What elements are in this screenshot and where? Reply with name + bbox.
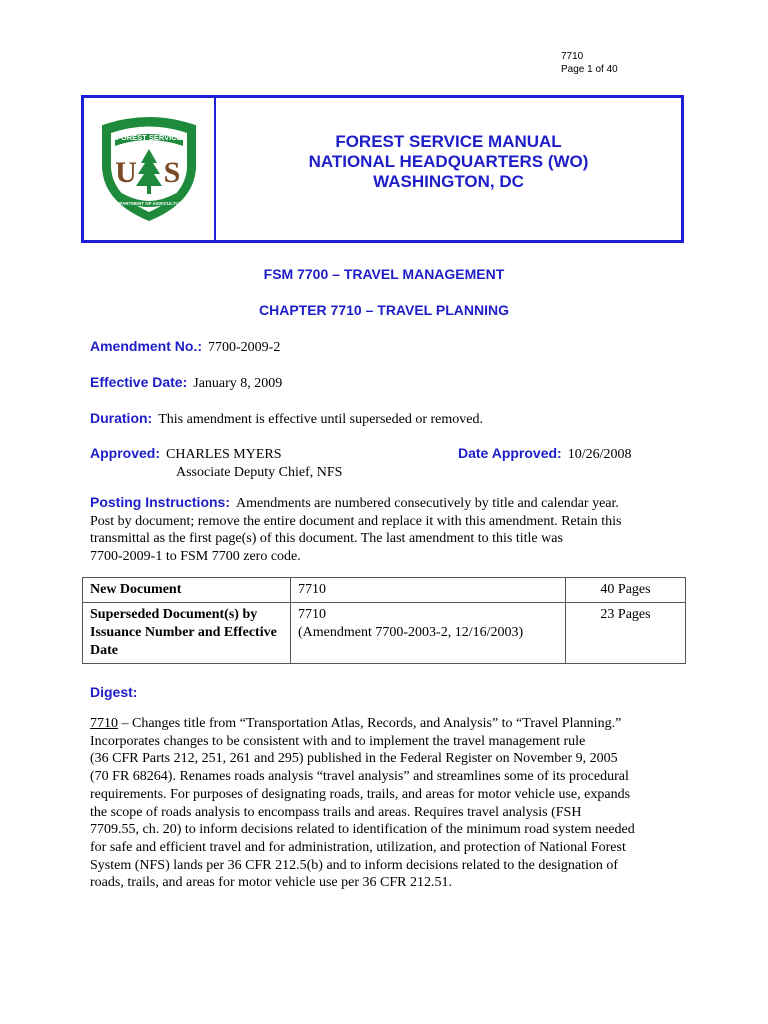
digest-line-9: System (NFS) lands per 36 CFR 212.5(b) and to inform decisions related to the designation of: [90, 857, 619, 873]
posting-instructions: [90, 494, 690, 565]
effective-date-value: January 8, 2009: [193, 376, 283, 391]
page-number: Page 1 of 40: [561, 64, 618, 75]
digest-line-3: (36 CFR Parts 212, 251, 261 and 295) published in the Federal Register on November 9, 2005: [90, 751, 618, 767]
header-title-line-3: WASHINGTON, DC: [373, 172, 524, 191]
posting-line-2: Post by document; remove the entire document and replace it with this amendment. Retain this: [90, 513, 622, 529]
doc-amendment: (Amendment 7700-2003-2, 12/16/2003): [298, 625, 524, 640]
doc-number: 7710: [298, 607, 326, 622]
header-title-line-2: NATIONAL HEADQUARTERS (WO): [308, 152, 589, 171]
digest-line-8: for safe and efficient travel and for administration, utilization, and protection of National Forest: [90, 839, 626, 855]
digest-line-2: Incorporates changes to be consistent with and to implement the travel management rule: [90, 733, 586, 749]
table-row: [83, 578, 686, 603]
header-title: [216, 98, 681, 240]
amendment-value: 7700-2009-2: [208, 340, 281, 355]
duration-label: Duration:: [90, 410, 153, 426]
document-table: [82, 577, 686, 664]
table-cell-label: Superseded Document(s) by Issuance Number and Effective Date: [83, 603, 291, 664]
table-row: [83, 603, 686, 664]
effective-date-field: [90, 374, 282, 392]
doc-number: 7710: [298, 582, 326, 597]
duration-value: This amendment is effective until superseded or removed.: [158, 412, 483, 427]
svg-text:FOREST SERVICE: FOREST SERVICE: [116, 133, 182, 142]
date-approved-field: [458, 445, 632, 463]
table-cell-doc: [291, 578, 566, 603]
usda-forest-service-shield-icon: [99, 116, 199, 222]
amendment-field: [90, 338, 280, 356]
document-title: FSM 7700 – TRAVEL MANAGEMENT: [263, 266, 505, 282]
logo-cell: [84, 98, 216, 240]
digest-line-6: the scope of roads analysis to encompass trails and areas. Requires travel analysis (FSH: [90, 804, 582, 820]
svg-text:DEPARTMENT OF AGRICULTURE: DEPARTMENT OF AGRICULTURE: [113, 201, 185, 206]
digest-body: [90, 715, 690, 892]
amendment-label: Amendment No.:: [90, 338, 202, 354]
table-cell-pages: 23 Pages: [566, 603, 686, 664]
page-reference: [561, 50, 618, 76]
effective-date-label: Effective Date:: [90, 374, 188, 390]
posting-line-1: Amendments are numbered consecutively by title and calendar year.: [236, 496, 619, 511]
table-cell-pages: 40 Pages: [566, 578, 686, 603]
date-approved-label: Date Approved:: [458, 445, 562, 461]
svg-text:S: S: [163, 156, 181, 189]
duration-field: [90, 410, 483, 428]
table-cell-label: New Document: [83, 578, 291, 603]
approved-label: Approved:: [90, 445, 160, 461]
digest-ref-link[interactable]: 7710: [90, 716, 118, 731]
digest-line-10: roads, trails, and areas for motor vehicle use per 36 CFR 212.51.: [90, 875, 452, 891]
posting-line-3: transmittal as the first page(s) of this document. The last amendment to this title was: [90, 531, 563, 546]
digest-line-7: 7709.55, ch. 20) to inform decisions related to identification of the minimum road system needed: [90, 822, 635, 838]
chapter-title: CHAPTER 7710 – TRAVEL PLANNING: [259, 302, 509, 318]
approver-title: Associate Deputy Chief, NFS: [176, 465, 343, 480]
digest-line-1: – Changes title from “Transportation Atlas, Records, and Analysis” to “Travel Planning.”: [118, 716, 622, 731]
approver-name: CHARLES MYERS: [166, 447, 282, 462]
header-box: [81, 95, 684, 243]
posting-line-4: 7700-2009-1 to FSM 7700 zero code.: [90, 548, 301, 564]
digest-heading: Digest:: [90, 684, 138, 700]
header-title-line-1: FOREST SERVICE MANUAL: [335, 132, 562, 151]
digest-line-5: requirements. For purposes of designating roads, trails, and areas for motor vehicle use, expands: [90, 786, 631, 802]
svg-text:U: U: [115, 156, 137, 189]
date-approved-value: 10/26/2008: [567, 447, 632, 462]
digest-line-4: (70 FR 68264). Renames roads analysis “travel analysis” and streamlines some of its procedural: [90, 769, 629, 785]
doc-code: 7710: [561, 51, 584, 62]
table-cell-doc: [291, 603, 566, 664]
approved-field: [90, 445, 282, 463]
posting-label: Posting Instructions:: [90, 494, 230, 510]
